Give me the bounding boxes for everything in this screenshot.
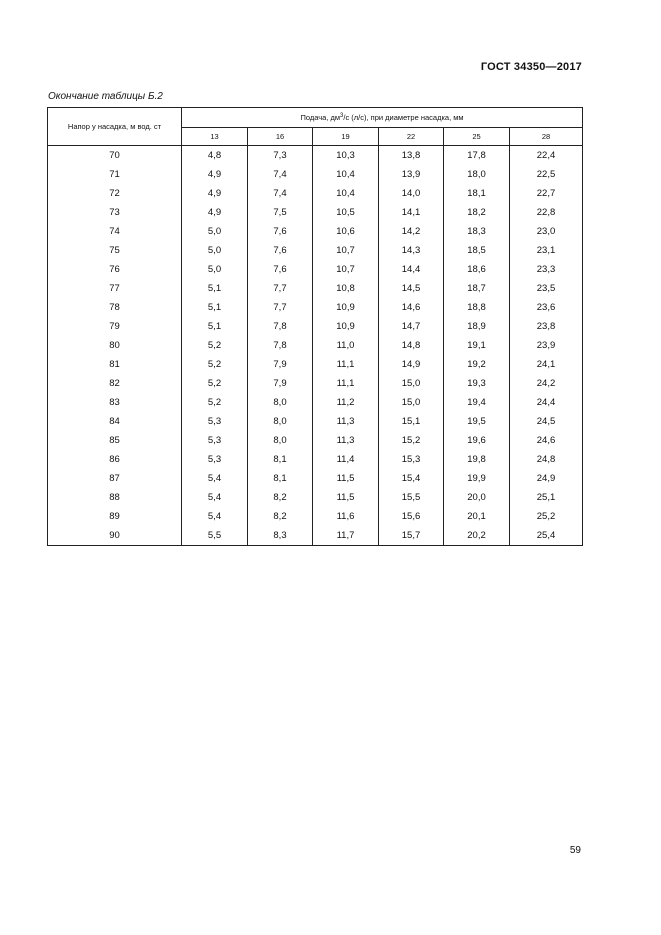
flow-value-cell: 5,4 [182,507,248,526]
flow-value-cell: 20,1 [444,507,510,526]
pressure-cell: 89 [48,507,182,526]
flow-value-cell: 18,6 [444,260,510,279]
flow-value-cell: 22,4 [510,146,583,166]
flow-value-cell: 24,6 [510,431,583,450]
pressure-cell: 90 [48,526,182,546]
flow-value-cell: 11,6 [313,507,379,526]
flow-value-cell: 7,3 [248,146,313,166]
flow-value-cell: 5,1 [182,317,248,336]
flow-value-cell: 15,0 [379,374,444,393]
table-row [48,469,583,488]
pressure-cell: 85 [48,431,182,450]
flow-value-cell: 18,7 [444,279,510,298]
table-row [48,165,583,184]
flow-value-cell: 11,3 [313,412,379,431]
flow-value-cell: 19,2 [444,355,510,374]
flow-value-cell: 11,2 [313,393,379,412]
flow-value-cell: 7,9 [248,355,313,374]
flow-value-cell: 4,9 [182,203,248,222]
flow-value-cell: 14,8 [379,336,444,355]
flow-value-cell: 5,1 [182,279,248,298]
flow-value-cell: 7,8 [248,317,313,336]
flow-value-cell: 18,3 [444,222,510,241]
flow-value-cell: 14,6 [379,298,444,317]
flow-value-cell: 14,7 [379,317,444,336]
flow-value-cell: 5,2 [182,374,248,393]
flow-value-cell: 18,0 [444,165,510,184]
flow-group-header [182,108,583,128]
diameter-header-cell: 13 [182,128,248,146]
diameter-header-cell: 28 [510,128,583,146]
flow-value-cell: 11,1 [313,355,379,374]
flow-value-cell: 8,2 [248,507,313,526]
flow-value-cell: 7,5 [248,203,313,222]
flow-value-cell: 18,8 [444,298,510,317]
flow-value-cell: 17,8 [444,146,510,166]
table-header [48,108,583,146]
diameter-header-cell: 25 [444,128,510,146]
flow-value-cell: 14,2 [379,222,444,241]
flow-value-cell: 10,3 [313,146,379,166]
flow-header-superscript: 3 [340,113,344,119]
flow-value-cell: 4,9 [182,165,248,184]
table-row [48,507,583,526]
flow-value-cell: 19,1 [444,336,510,355]
flow-value-cell: 10,7 [313,260,379,279]
flow-header-suffix: /с (л/с), при диаметре насадка, мм [343,113,464,122]
diameter-header-cell: 16 [248,128,313,146]
flow-value-cell: 5,3 [182,450,248,469]
flow-value-cell: 14,1 [379,203,444,222]
pressure-cell: 75 [48,241,182,260]
flow-value-cell: 13,8 [379,146,444,166]
flow-value-cell: 10,5 [313,203,379,222]
flow-value-cell: 7,4 [248,184,313,203]
flow-value-cell: 15,0 [379,393,444,412]
flow-value-cell: 8,2 [248,488,313,507]
flow-header-prefix: Подача, дм [300,113,341,122]
flow-value-cell: 11,0 [313,336,379,355]
flow-value-cell: 15,4 [379,469,444,488]
flow-value-cell: 8,0 [248,393,313,412]
flow-value-cell: 24,9 [510,469,583,488]
pressure-cell: 73 [48,203,182,222]
flow-value-cell: 5,2 [182,393,248,412]
flow-value-cell: 14,4 [379,260,444,279]
flow-value-cell: 11,5 [313,488,379,507]
table-row [48,374,583,393]
flow-value-cell: 19,5 [444,412,510,431]
flow-value-cell: 19,9 [444,469,510,488]
flow-value-cell: 15,1 [379,412,444,431]
flow-value-cell: 14,9 [379,355,444,374]
pressure-cell: 83 [48,393,182,412]
diameter-header-cell: 22 [379,128,444,146]
flow-value-cell: 5,3 [182,431,248,450]
flow-value-cell: 23,8 [510,317,583,336]
table-row [48,222,583,241]
table-row [48,450,583,469]
table-row [48,317,583,336]
flow-value-cell: 7,7 [248,279,313,298]
flow-value-cell: 19,4 [444,393,510,412]
flow-value-cell: 13,9 [379,165,444,184]
document-code: ГОСТ 34350—2017 [480,61,582,73]
pressure-cell: 72 [48,184,182,203]
flow-value-cell: 5,5 [182,526,248,546]
flow-value-cell: 15,3 [379,450,444,469]
flow-value-cell: 11,4 [313,450,379,469]
flow-value-cell: 10,9 [313,317,379,336]
flow-value-cell: 14,0 [379,184,444,203]
pressure-cell: 80 [48,336,182,355]
flow-value-cell: 24,5 [510,412,583,431]
flow-value-cell: 24,2 [510,374,583,393]
flow-value-cell: 5,2 [182,336,248,355]
flow-value-cell: 20,2 [444,526,510,546]
flow-value-cell: 7,6 [248,260,313,279]
flow-value-cell: 11,7 [313,526,379,546]
flow-value-cell: 23,9 [510,336,583,355]
flow-value-cell: 24,1 [510,355,583,374]
table-row [48,260,583,279]
pressure-cell: 74 [48,222,182,241]
pressure-cell: 81 [48,355,182,374]
pressure-cell: 77 [48,279,182,298]
flow-value-cell: 20,0 [444,488,510,507]
flow-value-cell: 23,5 [510,279,583,298]
flow-value-cell: 19,6 [444,431,510,450]
flow-value-cell: 5,0 [182,260,248,279]
flow-value-cell: 5,4 [182,488,248,507]
flow-rate-table [47,107,583,546]
pressure-cell: 87 [48,469,182,488]
pressure-cell: 76 [48,260,182,279]
flow-value-cell: 10,6 [313,222,379,241]
flow-value-cell: 23,0 [510,222,583,241]
flow-value-cell: 11,1 [313,374,379,393]
page-number: 59 [569,845,581,856]
flow-value-cell: 11,3 [313,431,379,450]
table-row [48,298,583,317]
table-row [48,412,583,431]
flow-value-cell: 8,0 [248,431,313,450]
flow-value-cell: 15,2 [379,431,444,450]
flow-value-cell: 7,4 [248,165,313,184]
flow-value-cell: 18,5 [444,241,510,260]
flow-value-cell: 15,6 [379,507,444,526]
flow-value-cell: 5,1 [182,298,248,317]
flow-value-cell: 23,3 [510,260,583,279]
flow-value-cell: 7,7 [248,298,313,317]
table-row [48,393,583,412]
pressure-cell: 88 [48,488,182,507]
table-row [48,146,583,166]
flow-value-cell: 18,1 [444,184,510,203]
flow-value-cell: 22,8 [510,203,583,222]
flow-value-cell: 10,7 [313,241,379,260]
flow-value-cell: 10,4 [313,184,379,203]
flow-value-cell: 8,3 [248,526,313,546]
flow-value-cell: 19,8 [444,450,510,469]
flow-value-cell: 8,0 [248,412,313,431]
diameter-header-cell: 19 [313,128,379,146]
table-row [48,526,583,546]
flow-value-cell: 7,6 [248,222,313,241]
flow-value-cell: 22,7 [510,184,583,203]
pressure-cell: 84 [48,412,182,431]
flow-value-cell: 18,9 [444,317,510,336]
flow-value-cell: 14,3 [379,241,444,260]
flow-value-cell: 23,1 [510,241,583,260]
table-row [48,241,583,260]
flow-value-cell: 7,6 [248,241,313,260]
flow-value-cell: 7,9 [248,374,313,393]
table-row [48,203,583,222]
flow-value-cell: 4,8 [182,146,248,166]
pressure-cell: 79 [48,317,182,336]
flow-value-cell: 23,6 [510,298,583,317]
table-row [48,355,583,374]
flow-value-cell: 8,1 [248,450,313,469]
flow-value-cell: 8,1 [248,469,313,488]
flow-value-cell: 4,9 [182,184,248,203]
pressure-cell: 86 [48,450,182,469]
flow-value-cell: 10,9 [313,298,379,317]
table-row [48,488,583,507]
flow-value-cell: 7,8 [248,336,313,355]
flow-value-cell: 18,2 [444,203,510,222]
flow-value-cell: 24,8 [510,450,583,469]
flow-value-cell: 14,5 [379,279,444,298]
flow-value-cell: 5,0 [182,241,248,260]
flow-value-cell: 11,5 [313,469,379,488]
pressure-cell: 71 [48,165,182,184]
flow-value-cell: 5,0 [182,222,248,241]
flow-value-cell: 15,7 [379,526,444,546]
table-row [48,336,583,355]
flow-value-cell: 5,2 [182,355,248,374]
table-row [48,431,583,450]
pressure-column-header: Напор у насадка, м вод. ст [48,108,182,146]
flow-value-cell: 19,3 [444,374,510,393]
flow-value-cell: 10,8 [313,279,379,298]
flow-value-cell: 5,3 [182,412,248,431]
flow-value-cell: 25,2 [510,507,583,526]
pressure-cell: 70 [48,146,182,166]
pressure-cell: 82 [48,374,182,393]
table-body [48,146,583,546]
flow-value-cell: 25,1 [510,488,583,507]
pressure-cell: 78 [48,298,182,317]
flow-value-cell: 22,5 [510,165,583,184]
flow-value-cell: 5,4 [182,469,248,488]
flow-value-cell: 24,4 [510,393,583,412]
flow-value-cell: 10,4 [313,165,379,184]
table-caption: Окончание таблицы Б.2 [48,91,163,102]
table-row [48,184,583,203]
flow-value-cell: 15,5 [379,488,444,507]
flow-value-cell: 25,4 [510,526,583,546]
table-row [48,279,583,298]
